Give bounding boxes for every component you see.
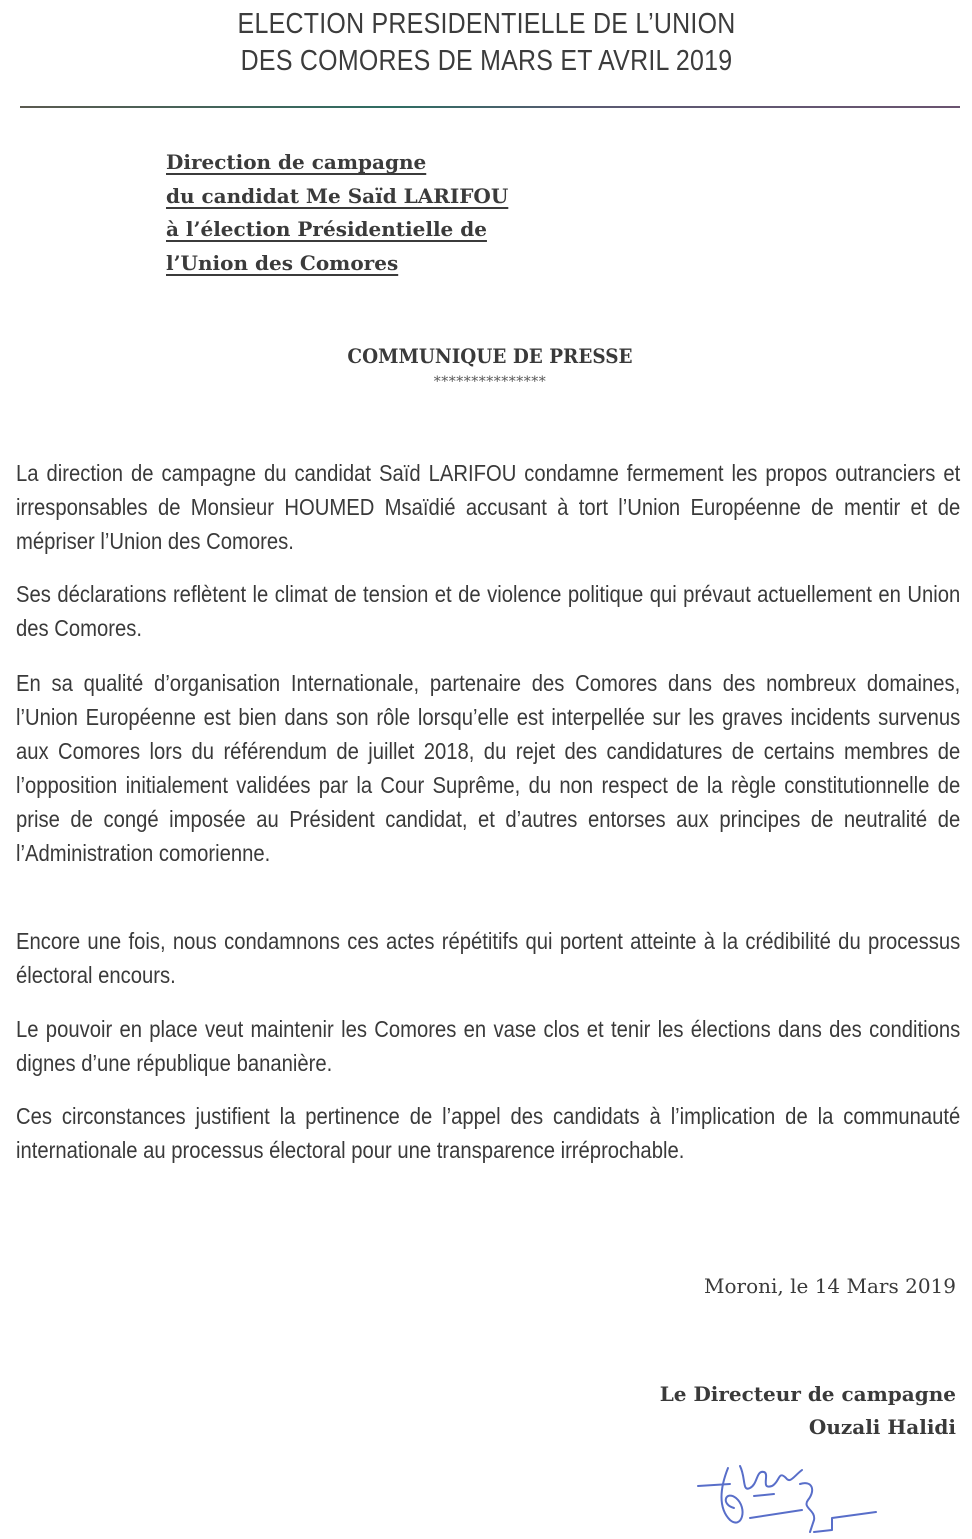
paragraph: Encore une fois, nous condamnons ces actes répétitifs qui portent atteinte à la crédibilité du processus électoral encours.	[16, 928, 961, 988]
direction-line: Direction de campagne	[166, 150, 427, 174]
signature-stroke	[814, 1512, 876, 1532]
direction-line: l’Union des Comores	[166, 250, 399, 275]
signature-stroke	[740, 1466, 802, 1489]
paragraph: Ces circonstances justifient la pertinence de l’appel des candidats à l’implication de la communauté internationale au processus électoral pour une transparence irréprochable.	[16, 1103, 961, 1163]
signatory-name: Ouzali Halidi	[808, 1415, 956, 1439]
title-line-1: ELECTION PRESIDENTIELLE DE L’UNION	[237, 8, 736, 40]
signatory-title: Le Directeur de campagne	[659, 1382, 956, 1406]
document-title	[69, 6, 905, 80]
paragraph: Ses déclarations reflètent le climat de tension et de violence politique qui prévaut actuellement en Union des Comores.	[16, 581, 961, 641]
asterisk-separator: ***************	[433, 374, 547, 390]
header-divider	[20, 106, 960, 108]
signature-stroke	[750, 1510, 802, 1518]
handwritten-signature	[690, 1448, 890, 1539]
title-line-2: DES COMORES DE MARS ET AVRIL 2019	[240, 45, 733, 77]
signatory-block	[660, 1378, 956, 1444]
direction-line: à l’élection Présidentielle de	[166, 217, 487, 241]
signature-stroke	[722, 1468, 743, 1523]
signature-stroke	[800, 1483, 814, 1532]
paragraph: La direction de campagne du candidat Saïd LARIFOU condamne fermement les propos outranciers et irresponsables de Monsieur HOUMED Msaïdié accusant à tort l’Union Européenne de mentir et de mépriser l’Union des Comores.	[16, 460, 961, 554]
signature-stroke	[698, 1484, 730, 1486]
paragraph: Le pouvoir en place veut maintenir les Comores en vase clos et tenir les élections dans des conditions dignes d’une république bananière.	[16, 1016, 961, 1076]
campaign-direction-heading	[166, 146, 508, 280]
paragraph: En sa qualité d’organisation Internationale, partenaire des Comores dans des nombreux domaines, l’Union Européenne est bien dans son rôle lorsqu’elle est interpellée sur les graves incidents survenus aux Comores lors du référendum de juillet 2018, du rejet des candidatures de certains membres de l’opposition initialement validées par la Cour Suprême, du non respect de la règle constitutionnelle de prise de congé imposée au Président candidat, et d’autres entorses aux principes de neutralité de l’Administration comorienne.	[16, 670, 961, 866]
direction-line: du candidat Me Saïd LARIFOU	[166, 183, 509, 208]
signature-stroke	[754, 1494, 774, 1496]
press-release-title: COMMUNIQUE DE PRESSE	[347, 344, 633, 368]
place-and-date: Moroni, le 14 Mars 2019	[704, 1274, 956, 1298]
